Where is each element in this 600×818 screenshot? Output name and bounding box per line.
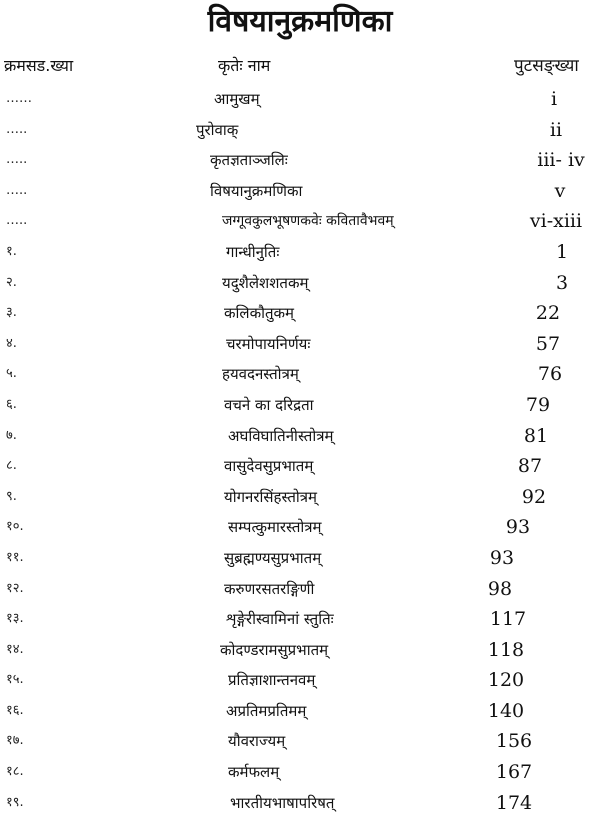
toc-page: 174 xyxy=(495,791,533,814)
toc-page: 93 xyxy=(489,546,515,569)
toc-title: यदुशैलेशशतकम् xyxy=(222,273,309,292)
toc-serial: ३. xyxy=(6,305,17,321)
column-header-row xyxy=(0,52,600,80)
toc-serial: १०. xyxy=(6,519,24,535)
toc-serial: …… xyxy=(6,91,32,106)
toc-title: कर्मफलम् xyxy=(228,763,280,782)
toc-title: यौवराज्यम् xyxy=(228,732,286,751)
toc-page: 98 xyxy=(487,577,513,600)
toc-page: 140 xyxy=(487,699,525,722)
toc-title: विषयानुक्रमणिका xyxy=(210,181,303,200)
toc-title: अघविघातिनीस्तोत्रम् xyxy=(228,426,334,445)
toc-title: हयवदनस्तोत्रम् xyxy=(222,365,299,384)
toc-page: 1 xyxy=(555,240,569,263)
toc-page: 22 xyxy=(535,302,561,325)
toc-title: योगनरसिंहस्तोत्रम् xyxy=(224,487,318,506)
toc-row xyxy=(0,390,600,421)
toc-row xyxy=(0,359,600,390)
toc-page: 3 xyxy=(555,271,569,294)
toc-row xyxy=(0,696,600,727)
toc-page: 76 xyxy=(537,363,563,386)
toc-row xyxy=(0,512,600,543)
toc-serial: ….. xyxy=(6,121,28,137)
toc-row xyxy=(0,176,600,207)
toc-serial: १६. xyxy=(6,702,24,718)
toc-title: कृतज्ञताञ्जलिः xyxy=(210,151,288,170)
toc-serial: ८. xyxy=(6,458,17,474)
toc-serial: १८. xyxy=(6,764,24,780)
toc-row xyxy=(0,635,600,666)
toc-title: प्रतिज्ञाशान्तनवम् xyxy=(228,671,316,690)
toc-row xyxy=(0,726,600,757)
toc-row xyxy=(0,574,600,605)
title-column-header: कृतेः नाम xyxy=(218,56,271,75)
toc-page: v xyxy=(554,179,566,202)
toc-row xyxy=(0,206,600,237)
toc-row xyxy=(0,115,600,146)
toc-serial: १७. xyxy=(6,733,24,749)
toc-page: 93 xyxy=(505,516,531,539)
toc-page: 167 xyxy=(495,761,533,784)
table-of-contents xyxy=(0,84,600,818)
toc-row xyxy=(0,543,600,574)
toc-page: 156 xyxy=(495,730,533,753)
toc-title: शृङ्गेरीस्वामिनां स्तुतिः xyxy=(226,610,334,629)
toc-title: आमुखम् xyxy=(214,90,260,108)
toc-title: गान्धीनुतिः xyxy=(226,242,280,261)
toc-serial: १. xyxy=(6,243,17,259)
toc-serial: ५. xyxy=(6,366,17,382)
toc-row xyxy=(0,329,600,360)
toc-row xyxy=(0,84,600,115)
toc-serial: ७. xyxy=(6,427,17,443)
toc-row xyxy=(0,421,600,452)
toc-serial: १९. xyxy=(6,794,24,810)
toc-serial: २. xyxy=(6,274,17,290)
toc-row xyxy=(0,604,600,635)
toc-title: अप्रतिमप्रतिमम् xyxy=(226,701,307,720)
toc-serial: ….. xyxy=(6,152,28,168)
toc-serial: ….. xyxy=(6,213,28,229)
toc-row xyxy=(0,482,600,513)
toc-row xyxy=(0,665,600,696)
toc-page: vi-xiii xyxy=(529,210,583,233)
toc-title: सम्पत्कुमारस्तोत्रम् xyxy=(228,518,322,537)
toc-row xyxy=(0,268,600,299)
toc-title: भारतीयभाषापरिषत् xyxy=(230,793,335,812)
toc-page: 120 xyxy=(487,669,525,692)
toc-title: वचने का दरिद्रता xyxy=(224,395,314,414)
toc-serial: ९. xyxy=(6,488,17,504)
page-title: विषयानुक्रमणिका xyxy=(207,4,393,39)
toc-row xyxy=(0,451,600,482)
toc-row xyxy=(0,757,600,788)
toc-row xyxy=(0,145,600,176)
toc-page: 118 xyxy=(487,638,525,661)
toc-title: वासुदेवसुप्रभातम् xyxy=(224,457,314,476)
toc-serial: ६. xyxy=(6,396,17,412)
toc-page: i xyxy=(550,88,558,110)
toc-title: सुब्रह्मण्यसुप्रभातम् xyxy=(224,548,322,567)
toc-serial: ….. xyxy=(6,182,28,198)
toc-serial: १३. xyxy=(6,611,24,627)
toc-title: कलिकौतुकम् xyxy=(224,304,295,323)
toc-row xyxy=(0,788,600,818)
serial-column-header: क्रमसड.ख्या xyxy=(4,56,74,75)
toc-serial: १२. xyxy=(6,580,24,596)
toc-page: ii xyxy=(549,118,563,141)
toc-page: 81 xyxy=(523,424,549,447)
page-column-header: पुटसङ्ख्या xyxy=(514,56,579,76)
toc-row xyxy=(0,298,600,329)
toc-serial: १५. xyxy=(6,672,24,688)
toc-title: जग्गूवकुलभूषणकवेः कवितावैभवम् xyxy=(222,213,394,230)
toc-page: 79 xyxy=(525,393,551,416)
toc-serial: ११. xyxy=(6,549,24,565)
toc-title: चरमोपायनिर्णयः xyxy=(226,334,311,353)
toc-row xyxy=(0,237,600,268)
toc-page: 87 xyxy=(517,455,543,478)
toc-page: 57 xyxy=(535,332,561,355)
toc-page: 117 xyxy=(489,608,527,631)
toc-title: कोदण्डरामसुप्रभातम् xyxy=(220,640,329,659)
toc-serial: १४. xyxy=(6,641,24,657)
toc-page: 92 xyxy=(521,485,547,508)
toc-title: पुरोवाक् xyxy=(196,120,239,139)
toc-title: करुणरसतरङ्गिणी xyxy=(224,579,315,598)
toc-page: iii- iv xyxy=(537,149,585,172)
toc-serial: ४. xyxy=(6,335,17,351)
